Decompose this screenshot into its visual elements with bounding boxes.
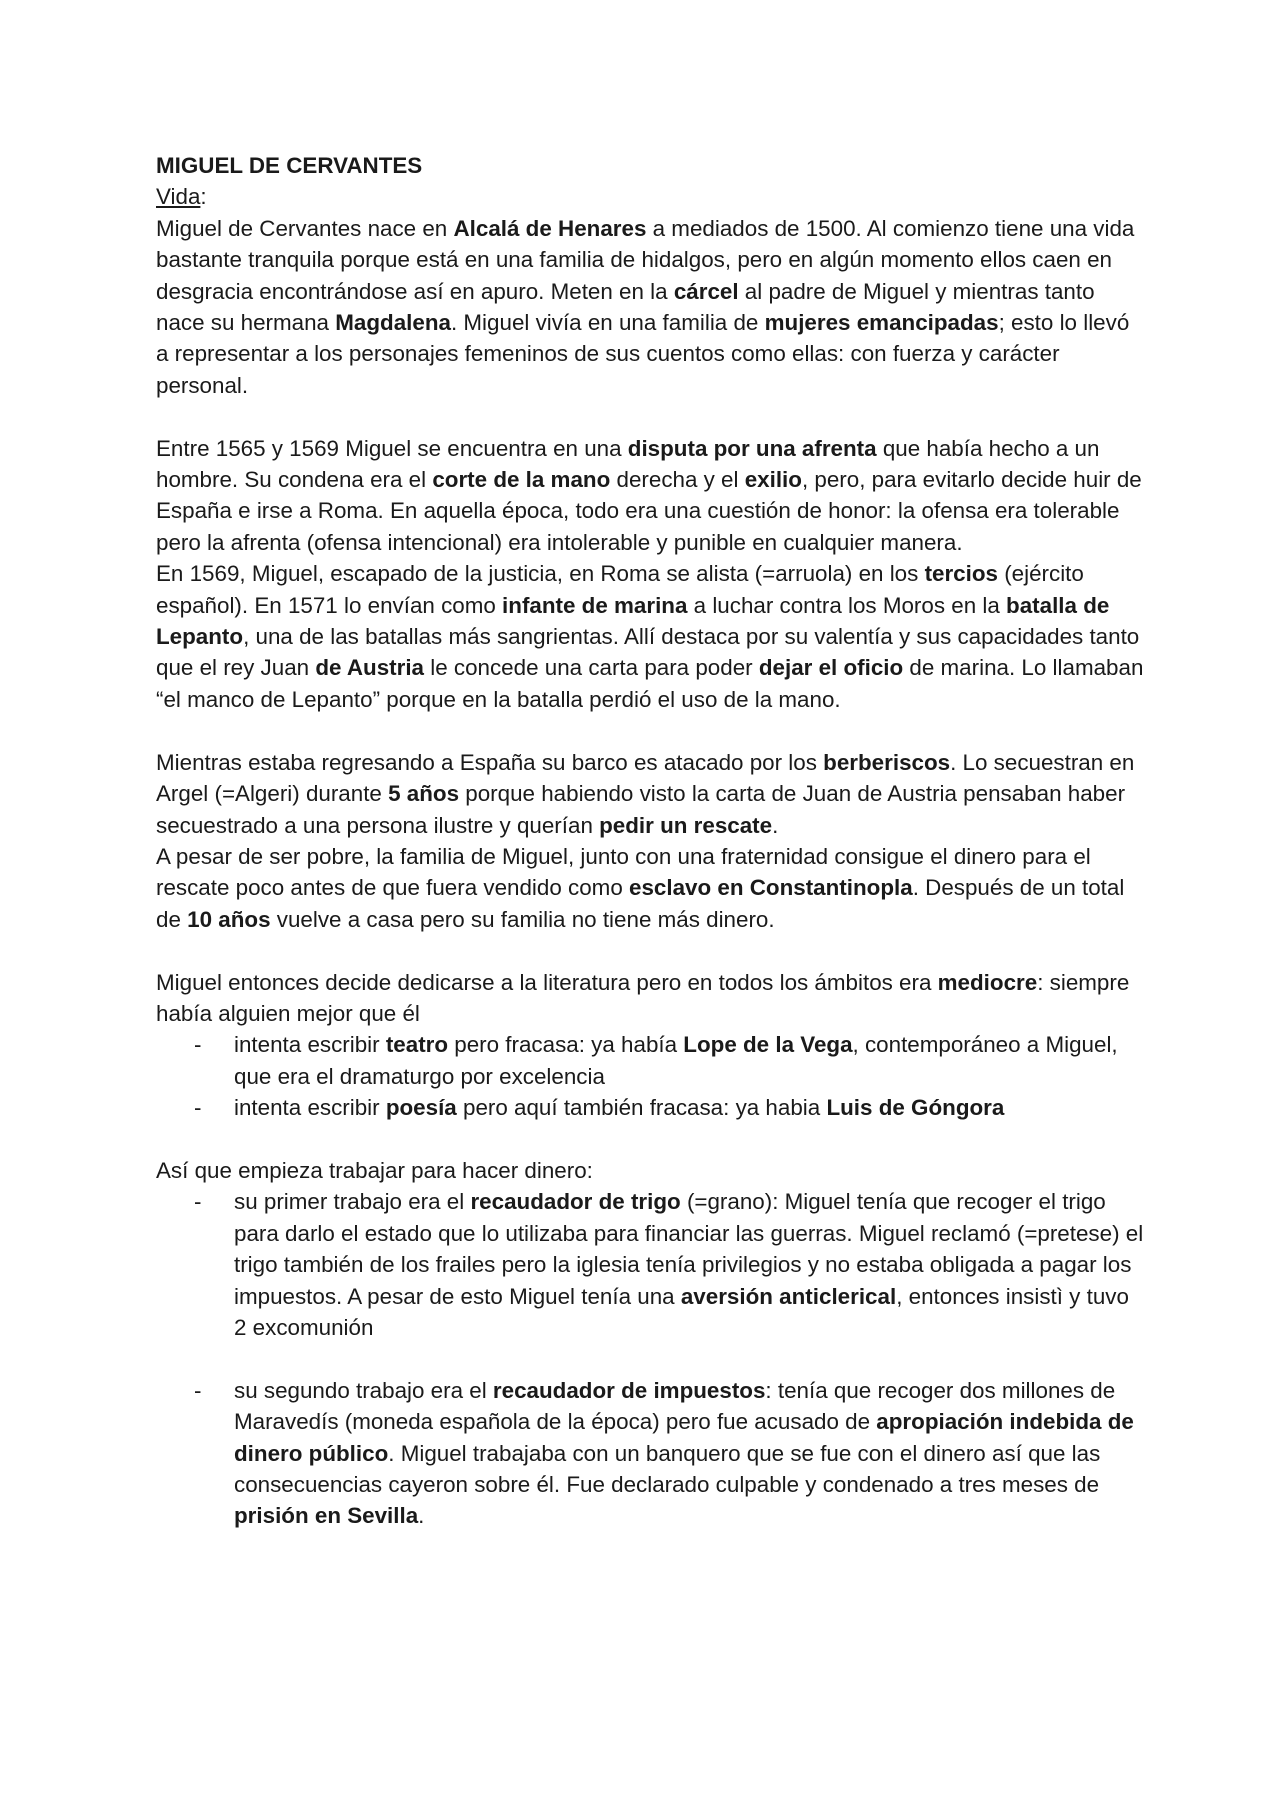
bold-run: infante de marina	[502, 592, 688, 618]
paragraph-gap	[156, 935, 1146, 966]
text-run: Miguel de Cervantes nace en	[156, 215, 454, 241]
list-item	[156, 1375, 1146, 1532]
paragraph-dispute	[156, 433, 1146, 559]
text-run: pero aquí también fracasa: ya habia	[456, 1095, 827, 1121]
paragraph-rescue	[156, 841, 1146, 935]
bold-run: teatro	[385, 1032, 449, 1058]
text-run: intenta escribir	[234, 1095, 386, 1121]
document-title: MIGUEL DE CERVANTES	[156, 153, 423, 178]
bold-run: poesía	[385, 1095, 457, 1121]
text-run: (=grano): Miguel tenía que recoger el trigo para darlo el estado que lo utilizaba para financiar las guerras. Miguel reclamó (=pretese) el trigo también de los frailes pero la iglesia tenía privilegios y no estaba obligada a pagar los impuestos. A pesar de esto Miguel tenía una	[234, 1189, 1144, 1309]
bold-run: batalla de Lepanto	[156, 592, 1110, 650]
text-run: Entre 1565 y 1569 Miguel se encuentra en una	[156, 435, 628, 461]
bold-run: Alcalá de Henares	[453, 215, 647, 241]
bold-run: dejar el oficio	[758, 655, 904, 681]
list-item	[156, 1092, 1146, 1123]
text-run: porque habiendo visto la carta de Juan de Austria pensaban haber secuestrado a una persona ilustre y querían	[156, 781, 1126, 838]
bold-run: Luis de Góngora	[826, 1095, 1005, 1121]
text-run: En 1569, Miguel, escapado de la justicia, en Roma se alista (=arruola) en los	[156, 561, 925, 587]
bold-run: mujeres emancipadas	[764, 310, 999, 336]
bold-run: exilio	[744, 467, 802, 493]
paragraph-birth	[156, 213, 1146, 401]
paragraph-lepanto	[156, 558, 1146, 715]
bold-run: mediocre	[937, 969, 1038, 995]
bullet-dash: -	[194, 1032, 202, 1058]
text-run: : tenía que recoger dos millones de Maravedís (moneda española de la época) pero fue acusado de	[234, 1377, 1116, 1435]
bold-run: berberiscos	[823, 749, 951, 775]
text-run: : siempre había alguien mejor que él	[156, 969, 1130, 1026]
document-page	[156, 150, 1146, 1532]
text-run: Mientras estaba regresando a España su barco es atacado por los	[156, 749, 824, 775]
text-run: , contemporáneo a Miguel, que era el dramaturgo por excelencia	[234, 1032, 1118, 1089]
section-heading-line	[156, 181, 1146, 212]
text-run: , entonces insistì y tuvo 2 excomunión	[234, 1283, 1129, 1340]
bold-run: de Austria	[315, 655, 424, 681]
text-run: ; esto lo llevó a representar a los personajes femeninos de sus cuentos como ellas: con fuerza y carácter personal.	[156, 310, 1130, 398]
text-run: (ejército español). En 1571 lo envían como	[156, 561, 1084, 618]
work-list	[156, 1186, 1146, 1343]
text-run: A pesar de ser pobre, la familia de Miguel, junto con una fraternidad consigue el dinero para el rescate poco antes de que fuera vendido como	[156, 843, 1091, 901]
paragraph-captivity	[156, 747, 1146, 841]
bold-run: esclavo en Constantinopla	[629, 875, 913, 901]
text-run: intenta escribir	[234, 1032, 386, 1058]
bullet-dash: -	[194, 1189, 202, 1215]
text-run: , una de las batallas más sangrientas. Allí destaca por su valentía y sus capacidades tanto que el rey Juan	[156, 624, 1140, 681]
bold-run: Lope de la Vega	[683, 1032, 853, 1058]
bold-run: prisión en Sevilla	[234, 1503, 419, 1529]
text-run: vuelve a casa pero su familia no tiene más dinero.	[270, 906, 775, 932]
text-run: que había hecho a un hombre. Su condena era el	[156, 435, 1100, 493]
text-run: . Lo secuestran en Argel (=Algeri) durante	[156, 749, 1135, 807]
list-item	[156, 1186, 1146, 1343]
text-run: a luchar contra los Moros en la	[687, 592, 1007, 618]
text-run: , pero, para evitarlo decide huir de España e irse a Roma. En aquella época, todo era una cuestión de honor: la ofensa era tolerable pero la afrenta (ofensa intencional) era intolerable y punible en cualquier manera.	[156, 467, 1142, 555]
text-run: le concede una carta para poder	[424, 655, 759, 681]
list-item	[156, 1029, 1146, 1092]
bold-run: 5 años	[388, 781, 460, 807]
paragraph-literature	[156, 967, 1146, 1030]
text-run: su primer trabajo era el	[234, 1189, 471, 1215]
bold-run: corte de la mano	[432, 467, 611, 493]
text-run: . Miguel trabajaba con un banquero que se fue con el dinero así que las consecuencias cayeron sobre él. Fue declarado culpable y condenado a tres meses de	[234, 1440, 1101, 1497]
paragraph-gap	[156, 1124, 1146, 1155]
text-run: de marina. Lo llamaban “el manco de Lepanto” porque en la batalla perdió el uso de la mano.	[156, 655, 1144, 712]
bold-run: tercios	[924, 561, 998, 587]
bold-run: aversión anticlerical	[680, 1283, 897, 1309]
bullet-dash: -	[194, 1377, 202, 1403]
bold-run: recaudador de trigo	[470, 1189, 681, 1215]
text-run: a mediados de 1500. Al comienzo tiene una vida bastante tranquila porque está en una familia de hidalgos, pero en algún momento ellos caen en desgracia encontrándose así en apuro. Meten en la	[156, 215, 1135, 304]
text-run: .	[772, 812, 779, 838]
section-heading: Vida	[156, 184, 201, 210]
text-run: al padre de Miguel y mientras tanto nace su hermana	[156, 278, 1095, 336]
text-run: Miguel entonces decide dedicarse a la literatura pero en todos los ámbitos era	[156, 969, 938, 995]
text-run: su segundo trabajo era el	[234, 1377, 493, 1403]
bold-run: disputa por una afrenta	[627, 435, 877, 461]
literature-list	[156, 1029, 1146, 1123]
text-run: . Miguel vivía en una familia de	[450, 310, 765, 336]
paragraph-work: Así que empieza trabajar para hacer dinero:	[156, 1157, 593, 1183]
section-heading-colon: :	[200, 184, 207, 210]
text-run: . Después de un total de	[156, 875, 1125, 932]
bullet-dash: -	[194, 1095, 202, 1121]
bold-run: pedir un rescate	[599, 812, 773, 838]
bold-run: cárcel	[673, 278, 739, 304]
bold-run: 10 años	[187, 906, 271, 932]
paragraph-gap	[156, 401, 1146, 432]
bold-run: recaudador de impuestos	[492, 1377, 766, 1403]
text-run: derecha y el	[610, 467, 745, 493]
bold-run: apropiación indebida de dinero público	[234, 1409, 1134, 1466]
work-list-continued	[156, 1375, 1146, 1532]
paragraph-gap	[156, 715, 1146, 746]
text-run: .	[418, 1503, 425, 1529]
bold-run: Magdalena	[335, 310, 451, 336]
text-run: pero fracasa: ya había	[448, 1032, 684, 1058]
paragraph-gap	[156, 1343, 1146, 1374]
